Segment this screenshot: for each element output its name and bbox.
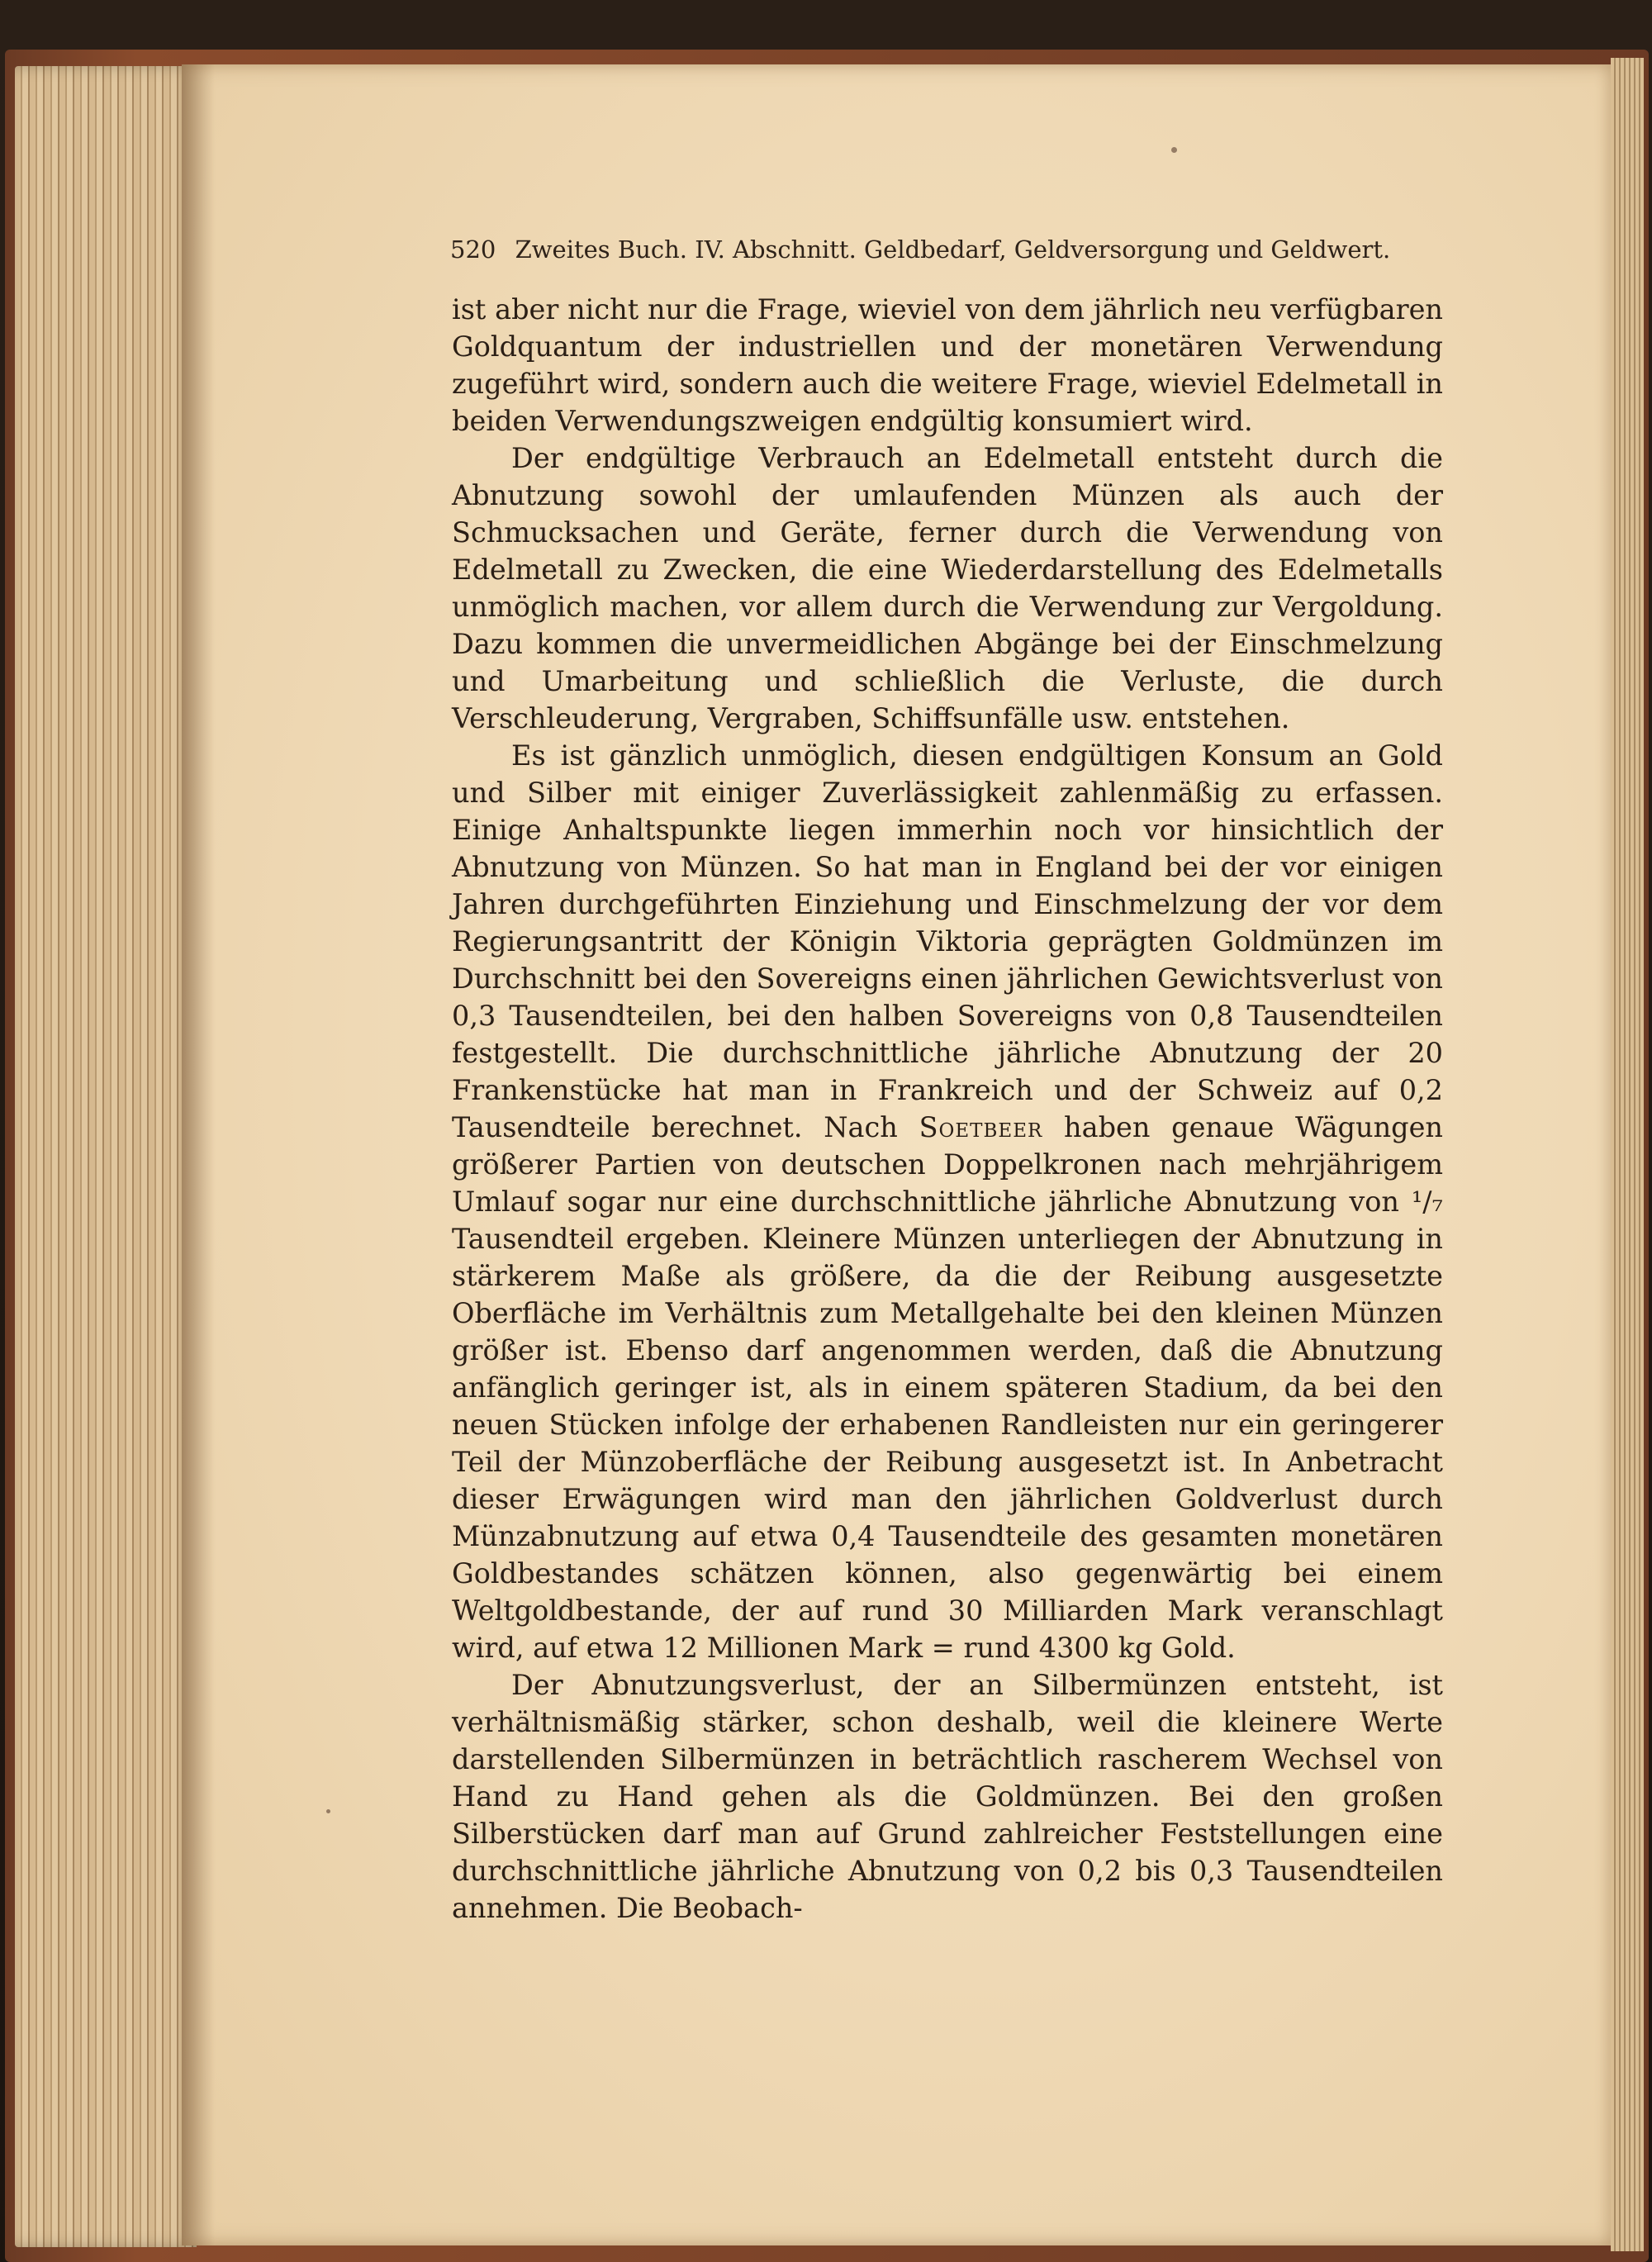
paper-speck <box>1171 147 1177 153</box>
spine-shadow <box>182 64 215 2245</box>
author-name: Soetbeer <box>919 1111 1043 1143</box>
paragraph: ist aber nicht nur die Frage, wieviel von dem jährlich neu verfügbaren Goldquantum der industriellen und der monetären Verwendung zugeführt wird, sondern auch die weitere Frage, wieviel Edelmetall in beiden Verwendungszweigen endgültig konsumiert wird. <box>452 293 1443 437</box>
page-edges-right <box>1611 58 1644 2251</box>
paragraph: Der endgültige Verbrauch an Edelmetall entsteht durch die Abnutzung sowohl der umlaufenden Münzen als auch der Schmucksachen und Geräte, ferner durch die Verwendung von Edelmetall zu Zwecken, die eine Wiederdarstellung des Edelmetalls unmöglich machen, vor allem durch die Verwendung zur Vergoldung. Dazu kommen die unvermeidlichen Abgänge bei der Einschmelzung und Umarbeitung und schließlich die Verluste, die durch Verschleuderung, Vergraben, Schiffsunfälle usw. entstehen. <box>452 442 1443 734</box>
paragraph <box>452 737 1443 1666</box>
paragraph: Der Abnutzungsverlust, der an Silbermünzen entsteht, ist verhältnismäßig stärker, schon deshalb, weil die kleinere Werte darstellenden Silbermünzen in beträchtlich rascherem Wechsel von Hand zu Hand gehen als die Goldmünzen. Bei den großen Silberstücken darf man auf Grund zahlreicher Feststellungen eine durchschnittliche jährliche Abnutzung von 0,2 bis 0,3 Tausendteilen annehmen. Die Beobach- <box>452 1669 1443 1924</box>
page-edges-left <box>15 66 197 2247</box>
running-title: Zweites Buch. IV. Abschnitt. Geldbedarf, Geldversorgung und Geldwert. <box>515 235 1391 264</box>
paper-speck <box>326 1809 330 1813</box>
running-header <box>450 235 1425 264</box>
paragraph-text: Es ist gänzlich unmöglich, diesen endgültigen Konsum an Gold und Silber mit einiger Zuverlässigkeit zahlenmäßig zu erfassen. Einige Anhaltspunkte liegen immerhin noch vor hinsichtlich der Abnutzung von Münzen. So hat man in England bei der vor einigen Jahren durchgeführten Einziehung und Einschmelzung der vor dem Regierungsantritt der Königin Viktoria geprägten Goldmünzen im Durchschnitt bei den Sovereigns einen jährlichen Gewichtsverlust von 0,3 Tausendteilen, bei den halben Sovereigns von 0,8 Tausendteilen festgestellt. Die durchschnittliche jährliche Abnutzung der 20 Frankenstücke hat man in Frankreich und der Schweiz auf 0,2 Tausendteile berechnet. Nach <box>452 739 1443 1143</box>
page-number: 520 <box>450 235 496 264</box>
body-text <box>452 291 1443 1927</box>
paragraph-text: haben genaue Wägungen größerer Partien von deutschen Doppelkronen nach mehrjährigem Umlauf sogar nur eine durchschnittliche jährliche Abnutzung von ¹/₇ Tausendteil ergeben. Kleinere Münzen unterliegen der Abnutzung in stärkerem Maße als größere, da die der Reibung ausgesetzte Oberfläche im Verhältnis zum Metallgehalte bei den kleinen Münzen größer ist. Ebenso darf angenommen werden, daß die Abnutzung anfänglich geringer ist, als in einem späteren Stadium, da bei den neuen Stücken infolge der erhabenen Randleisten nur ein geringerer Teil der Münzoberfläche der Reibung ausgesetzt ist. In Anbetracht dieser Erwägungen wird man den jährlichen Goldverlust durch Münzabnutzung auf etwa 0,4 Tausendteile des gesamten monetären Goldbestandes schätzen können, also gegenwärtig bei einem Weltgoldbestande, der auf rund 30 Milliarden Mark veranschlagt wird, auf etwa 12 Millionen Mark = rund 4300 kg Gold. <box>452 1111 1443 1664</box>
